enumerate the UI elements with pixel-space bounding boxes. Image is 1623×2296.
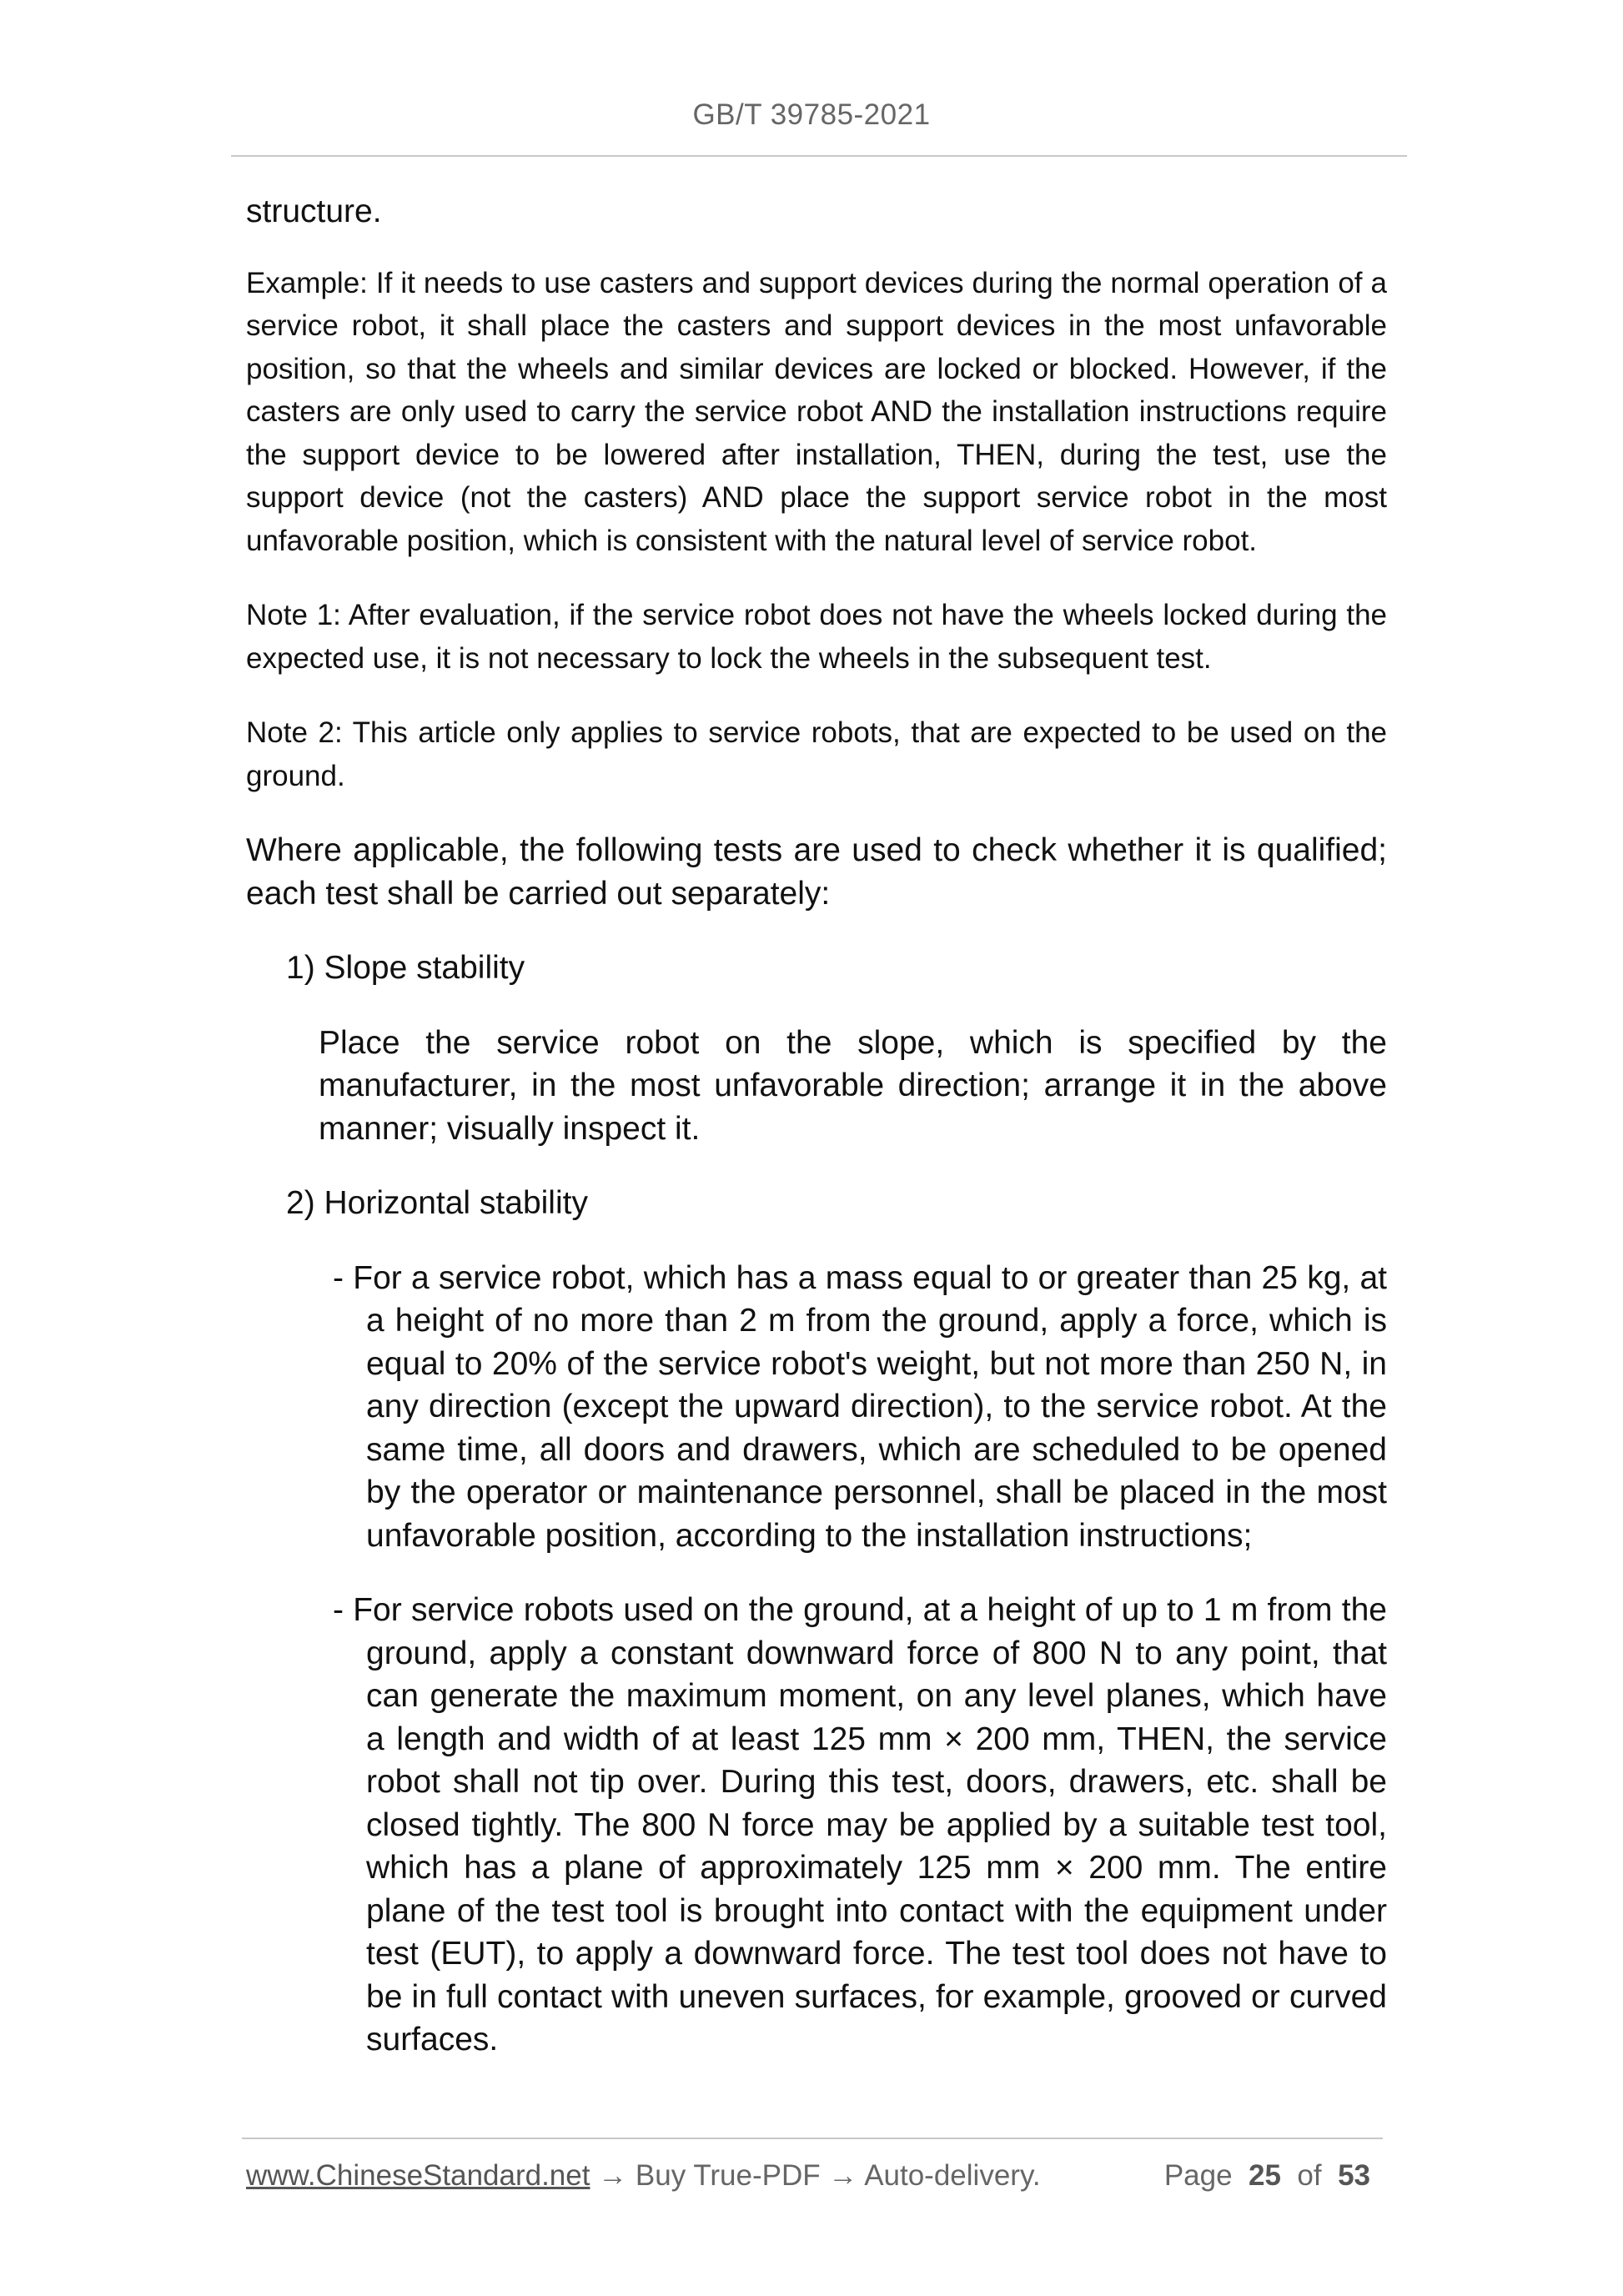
note-2: Note 2: This article only applies to service robots, that are expected to be used on the ground. xyxy=(246,716,1387,792)
intro-paragraph: Where applicable, the following tests are used to check whether it is qualified; each test shall be carried out separately: xyxy=(246,832,1387,912)
page-label: Page xyxy=(1163,2159,1233,2192)
item-2-title: 2) Horizontal stability xyxy=(286,1185,588,1221)
page-current: 25 xyxy=(1249,2159,1281,2192)
document-body xyxy=(246,190,1387,2093)
example-paragraph: Example: If it needs to use casters and support devices during the normal operation of a service robot, it shall place the casters and support devices in the most unfavorable position, so that the wheels and similar devices are locked or blocked. However, if the casters are only used to carry the service robot AND the installation instructions require the support device to be lowered after installation, THEN, during the test, use the support device (not the casters) AND place the support service robot in the most unfavorable position, which is consistent with the natural level of service robot. xyxy=(246,266,1387,557)
website-link[interactable]: www.ChineseStandard.net xyxy=(246,2159,590,2192)
note-1: Note 1: After evaluation, if the service robot does not have the wheels locked during the expected use, it is not necessary to lock the wheels in the subsequent test. xyxy=(246,599,1387,675)
item-2-bullet-1: - For a service robot, which has a mass equal to or greater than 25 kg, at a height of no more than 2 m from the ground, apply a force, which is equal to 20% of the service robot's weight, but not more than 250 N, in any direction (except the upward direction), to the service robot. At the same time, all doors and drawers, which are scheduled to be opened by the operator or maintenance personnel, shall be placed in the most unfavorable position, according to the installation instructions; xyxy=(333,1259,1387,1554)
delivery-text: Auto-delivery. xyxy=(864,2159,1041,2192)
footer-divider xyxy=(242,2138,1383,2139)
arrow-icon: → xyxy=(820,2159,865,2192)
footer-promo xyxy=(246,2159,1041,2193)
item-2-bullet-2: - For service robots used on the ground, at a height of up to 1 m from the ground, apply a constant downward force of 800 N to any point, that can generate the maximum moment, on any level planes, which have a length and width of at least 125 mm × 200 mm, THEN, the service robot shall not tip over. During this test, doors, drawers, etc. shall be closed tightly. The 800 N force may be applied by a suitable test tool, which has a plane of approximately 125 mm × 200 mm. The entire plane of the test tool is brought into contact with the equipment under test (EUT), to apply a downward force. The test tool does not have to be in full contact with uneven surfaces, for example, grooved or curved surfaces. xyxy=(333,1592,1387,2057)
continuation-text: structure. xyxy=(246,193,382,229)
buy-text: Buy True-PDF xyxy=(635,2159,821,2192)
arrow-icon: → xyxy=(590,2159,636,2192)
page-header: GB/T 39785-2021 xyxy=(692,98,931,131)
header-divider xyxy=(231,155,1407,157)
page-number xyxy=(1164,2159,1370,2193)
item-1-text: Place the service robot on the slope, which is specified by the manufacturer, in the most unfavorable direction; arrange it in the above manner; visually inspect it. xyxy=(319,1024,1387,1147)
page-total: 53 xyxy=(1338,2159,1370,2192)
page-of: of xyxy=(1297,2159,1322,2192)
item-1-title: 1) Slope stability xyxy=(286,950,525,986)
